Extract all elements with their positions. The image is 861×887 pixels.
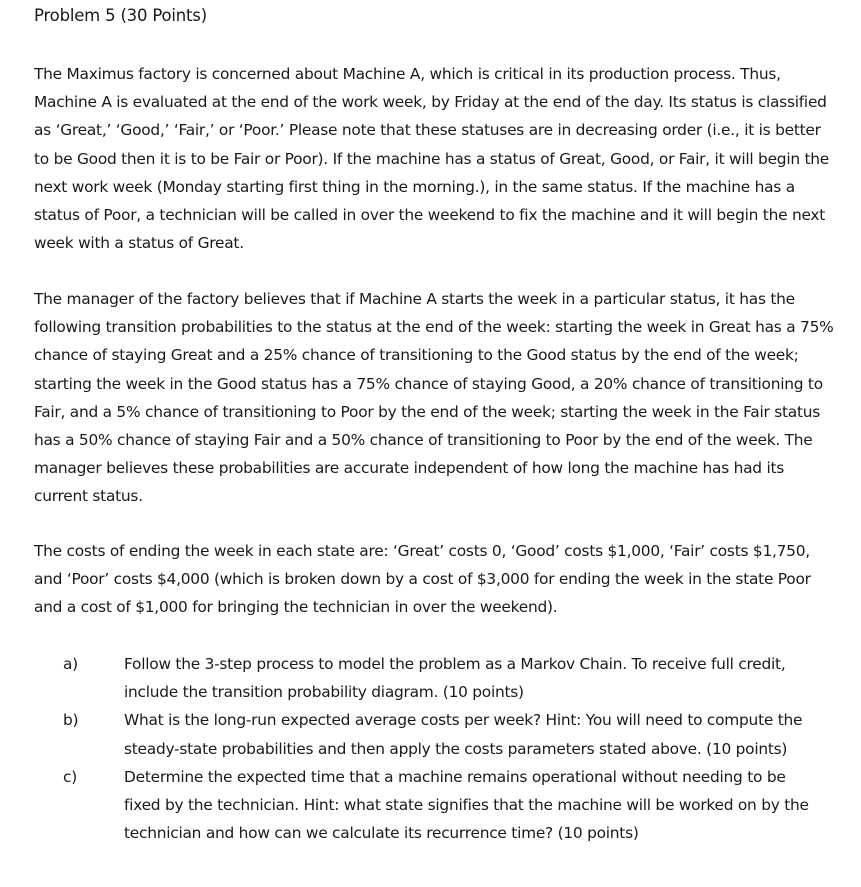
question-label-c: c) [63,767,77,786]
question-text-b: What is the long-run expected average costs per week? Hint: You will need to compute the steady-state probabilities and then apply the costs parameters stated above. (10 points) [124,711,803,758]
question-item-b [34,706,834,762]
problem-title: Problem 5 (30 Points) [34,6,207,25]
question-list [34,650,834,847]
costs-paragraph: The costs of ending the week in each state are: ‘Great’ costs 0, ‘Good’ costs $1,000, ‘Fair’ costs $1,750, and ‘Poor’ costs $4,000 (which is broken down by a cost of $3,000 for ending the week in the state Poor and a cost of $1,000 for bringing the technician in over the weekend). [34,542,811,617]
question-text-a: Follow the 3-step process to model the problem as a Markov Chain. To receive full credit, include the transition probability diagram. (10 points) [124,655,786,702]
intro-paragraph: The Maximus factory is concerned about Machine A, which is critical in its production process. Thus, Machine A is evaluated at the end of the work week, by Friday at the end of the day. Its status is classified as ‘Great,’ ‘Good,’ ‘Fair,’ or ‘Poor.’ Please note that these statuses are in decreasing order (i.e., it is better to be Good then it is to be Fair or Poor). If the machine has a status of Great, Good, or Fair, it will begin the next work week (Monday starting first thing in the morning.), in the same status. If the machine has a status of Poor, a technician will be called in over the weekend to fix the machine and it will begin the next week with a status of Great. [34,65,829,253]
question-item-c [34,763,834,848]
question-label-b: b) [63,711,79,730]
question-item-a [34,650,834,706]
question-text-c: Determine the expected time that a machine remains operational without needing to be fixed by the technician. Hint: what state signifies that the machine will be worked on by the technician and how can we calculate its recurrence time? (10 points) [124,767,809,843]
question-label-a: a) [63,655,78,673]
transition-probabilities-paragraph: The manager of the factory believes that if Machine A starts the week in a particular status, it has the following transition probabilities to the status at the end of the week: starting the week in Great has a 75% chance of staying Great and a 25% chance of transitioning to the Good status by the end of the week; starting the week in the Good status has a 75% chance of staying Good, a 20% chance of transitioning to Fair, and a 5% chance of transitioning to Poor by the end of the week; starting the week in the Fair status has a 50% chance of staying Fair and a 50% chance of transitioning to Poor by the end of the week. The manager believes these probabilities are accurate independent of how long the machine has had its current status. [34,290,834,506]
